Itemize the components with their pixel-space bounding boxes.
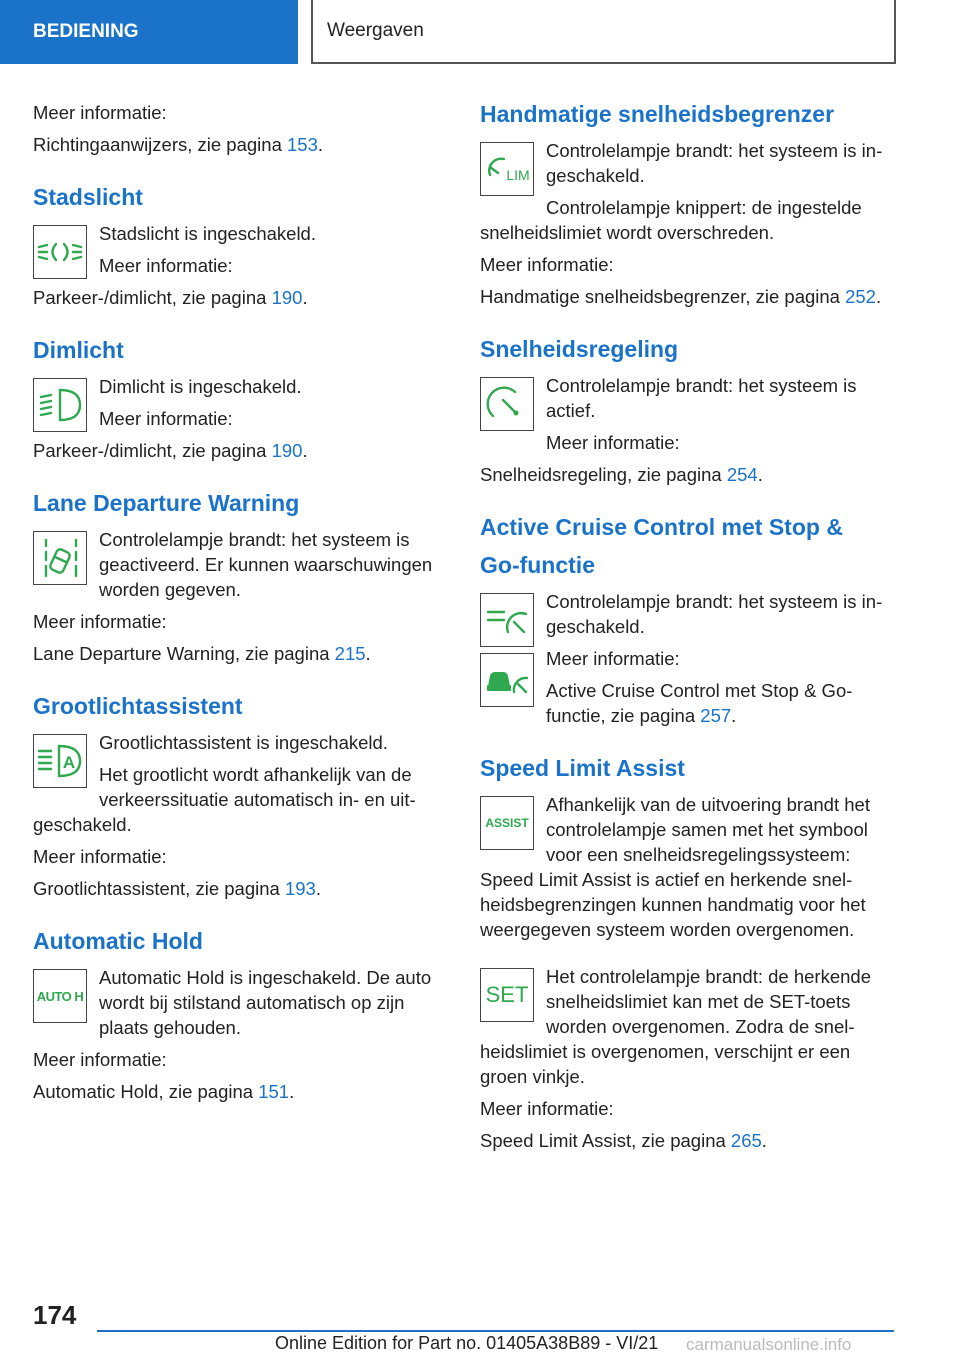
footer-edition: Online Edition for Part no. 01405A38B89 - VI/21 xyxy=(275,1333,659,1353)
heading-grootlichtassistent: Grootlichtassistent xyxy=(33,693,243,719)
acc-vehicle-detected-icon xyxy=(480,653,534,707)
hsb-line1: Controlelampje brandt: het systeem is in- xyxy=(546,140,883,161)
sla-p2-line5: groen vinkje. xyxy=(480,1066,585,1087)
ldw-more: Meer informatie: xyxy=(33,611,167,632)
section-lane-departure-warning xyxy=(33,489,447,666)
gla-ref: Grootlichtassistent, zie pagina 193. xyxy=(33,878,321,899)
high-beam-assistant-icon xyxy=(33,734,87,788)
section-grootlichtassistent xyxy=(33,692,447,901)
acc-ref2: functie, zie pagina 257. xyxy=(546,705,737,726)
heading-lane-departure-warning: Lane Departure Warning xyxy=(33,490,300,516)
page-link-193[interactable]: 193 xyxy=(284,878,316,899)
page-link-254[interactable]: 254 xyxy=(726,464,758,485)
sla-p1-line4: Speed Limit Assist is actief en herkende snel- xyxy=(480,869,853,890)
intro-more: Meer informatie: xyxy=(33,102,167,123)
hsb-line3: Controlelampje knippert: de ingestelde xyxy=(546,197,862,218)
stadslicht-more: Meer informatie: xyxy=(99,255,233,276)
autohold-line1: Automatic Hold is ingeschakeld. De auto xyxy=(99,967,432,988)
autohold-more: Meer informatie: xyxy=(33,1049,167,1070)
ldw-line1: Controlelampje brandt: het systeem is xyxy=(99,529,410,550)
autohold-line3: plaats gehouden. xyxy=(99,1017,241,1038)
heading-stadslicht: Stadslicht xyxy=(33,184,143,210)
assist-icon-text: ASSIST xyxy=(485,816,529,830)
hsb-line4: snelheidslimiet wordt overschreden. xyxy=(480,222,775,243)
sla-p1-line5: heidsbegrenzingen kunnen handmatig voor het xyxy=(480,894,866,915)
hsb-line2: geschakeld. xyxy=(546,165,645,186)
gla-line3: geschakeld. xyxy=(33,814,132,835)
dimlicht-more: Meer informatie: xyxy=(99,408,233,429)
heading-dimlicht: Dimlicht xyxy=(33,337,124,363)
heading-snelheidsregeling: Snelheidsregeling xyxy=(480,336,679,362)
section-dimlicht xyxy=(33,336,447,463)
sla-p1-line2: controlelampje samen met het symbool xyxy=(546,819,868,840)
cruise-control-icon xyxy=(480,377,534,431)
section-speed-limit-assist xyxy=(480,754,894,1153)
sla-p2-line2: snelheidslimiet kan met de SET-toets xyxy=(546,991,851,1012)
page-number: 174 xyxy=(33,1300,77,1330)
page-link-190[interactable]: 190 xyxy=(271,287,303,308)
cruise-line2: actief. xyxy=(546,400,596,421)
page-link-215[interactable]: 215 xyxy=(334,643,366,664)
set-icon-text: SET xyxy=(485,982,529,1007)
svg-text:A: A xyxy=(62,753,76,772)
heading-speed-limit-assist: Speed Limit Assist xyxy=(480,755,685,781)
intro-ref: Richtingaanwijzers, zie pagina 153. xyxy=(33,134,324,155)
auto-hold-icon xyxy=(33,969,87,1023)
parking-light-icon xyxy=(33,225,87,279)
ldw-line2: geactiveerd. Er kunnen waarschuwingen xyxy=(99,554,433,575)
left-column xyxy=(33,100,447,1130)
page-link-190[interactable]: 190 xyxy=(271,440,303,461)
acc-line1: Controlelampje brandt: het systeem is in- xyxy=(546,591,883,612)
set-icon xyxy=(480,968,534,1022)
ldw-line3: worden gegeven. xyxy=(99,579,241,600)
hsb-ref: Handmatige snelheidsbegrenzer, zie pagina 252. xyxy=(480,286,882,307)
dimlicht-ref: Parkeer-/dimlicht, zie pagina 190. xyxy=(33,440,308,461)
footer-divider xyxy=(97,1330,894,1332)
header-chapter-tab[interactable] xyxy=(311,0,896,64)
watermark: carmanualsonline.info xyxy=(686,1335,852,1354)
gla-more: Meer informatie: xyxy=(33,846,167,867)
page-link-252[interactable]: 252 xyxy=(845,286,876,307)
dimlicht-text: Dimlicht is ingeschakeld. xyxy=(99,376,302,397)
sla-p2-line4: heidslimiet is overgenomen, verschijnt er een xyxy=(480,1041,851,1062)
section-automatic-hold xyxy=(33,927,447,1104)
header-chapter-label: Weergaven xyxy=(327,20,424,41)
section-handmatige-snelheidsbegrenzer xyxy=(480,100,894,309)
header-section-label: BEDIENING xyxy=(33,21,139,42)
page-link-153[interactable]: 153 xyxy=(287,134,318,155)
page-link-257[interactable]: 257 xyxy=(700,705,732,726)
cruise-more: Meer informatie: xyxy=(546,432,680,453)
cruise-line1: Controlelampje brandt: het systeem is xyxy=(546,375,857,396)
assist-icon xyxy=(480,796,534,850)
section-snelheidsregeling xyxy=(480,335,894,487)
gla-line2: verkeerssituatie automatisch in- en uit- xyxy=(99,789,416,810)
speed-limiter-icon-text: LIM xyxy=(506,167,530,183)
section-stadslicht xyxy=(33,183,447,310)
heading-acc-line1: Active Cruise Control met Stop & xyxy=(480,514,843,540)
autohold-line2: wordt bij stilstand automatisch op zijn xyxy=(99,992,405,1013)
acc-ref1: Active Cruise Control met Stop & Go- xyxy=(546,680,853,701)
auto-hold-icon-text: AUTO H xyxy=(36,988,84,1004)
hsb-more: Meer informatie: xyxy=(480,254,614,275)
stadslicht-ref: Parkeer-/dimlicht, zie pagina 190. xyxy=(33,287,308,308)
section-active-cruise-control xyxy=(480,513,894,728)
ldw-ref: Lane Departure Warning, zie pagina 215. xyxy=(33,643,371,664)
intro-section xyxy=(33,100,447,157)
heading-acc-line2: Go-functie xyxy=(480,552,595,578)
gla-text: Grootlichtassistent is ingeschakeld. xyxy=(99,732,388,753)
page-link-151[interactable]: 151 xyxy=(258,1081,290,1102)
page-link-265[interactable]: 265 xyxy=(730,1130,762,1151)
acc-line2: geschakeld. xyxy=(546,616,645,637)
acc-icon xyxy=(480,593,534,647)
heading-automatic-hold: Automatic Hold xyxy=(33,928,203,954)
stadslicht-text: Stadslicht is ingeschakeld. xyxy=(99,223,316,244)
right-column xyxy=(480,100,894,1179)
low-beam-icon xyxy=(33,378,87,432)
autohold-ref: Automatic Hold, zie pagina 151. xyxy=(33,1081,295,1102)
header-section-tab[interactable] xyxy=(0,0,298,64)
heading-handmatige-snelheidsbegrenzer: Handmatige snelheidsbegrenzer xyxy=(480,101,835,127)
speed-limiter-icon xyxy=(480,142,534,196)
sla-ref: Speed Limit Assist, zie pagina 265. xyxy=(480,1130,767,1151)
gla-line1: Het grootlicht wordt afhankelijk van de xyxy=(99,764,412,785)
acc-more: Meer informatie: xyxy=(546,648,680,669)
sla-p1-line3: voor een snelheidsregelingssysteem: xyxy=(546,844,851,865)
sla-p2-line3: worden overgenomen. Zodra de snel- xyxy=(546,1016,855,1037)
sla-p1-line6: weergegeven systeem worden overgenomen. xyxy=(480,919,855,940)
cruise-ref: Snelheidsregeling, zie pagina 254. xyxy=(480,464,763,485)
sla-p1-line1: Afhankelijk van de uitvoering brandt het xyxy=(546,794,870,815)
lane-departure-icon xyxy=(33,531,87,585)
acc-icons xyxy=(480,589,534,707)
sla-p2-line1: Het controlelampje brandt: de herkende xyxy=(546,966,871,987)
sla-more: Meer informatie: xyxy=(480,1098,614,1119)
